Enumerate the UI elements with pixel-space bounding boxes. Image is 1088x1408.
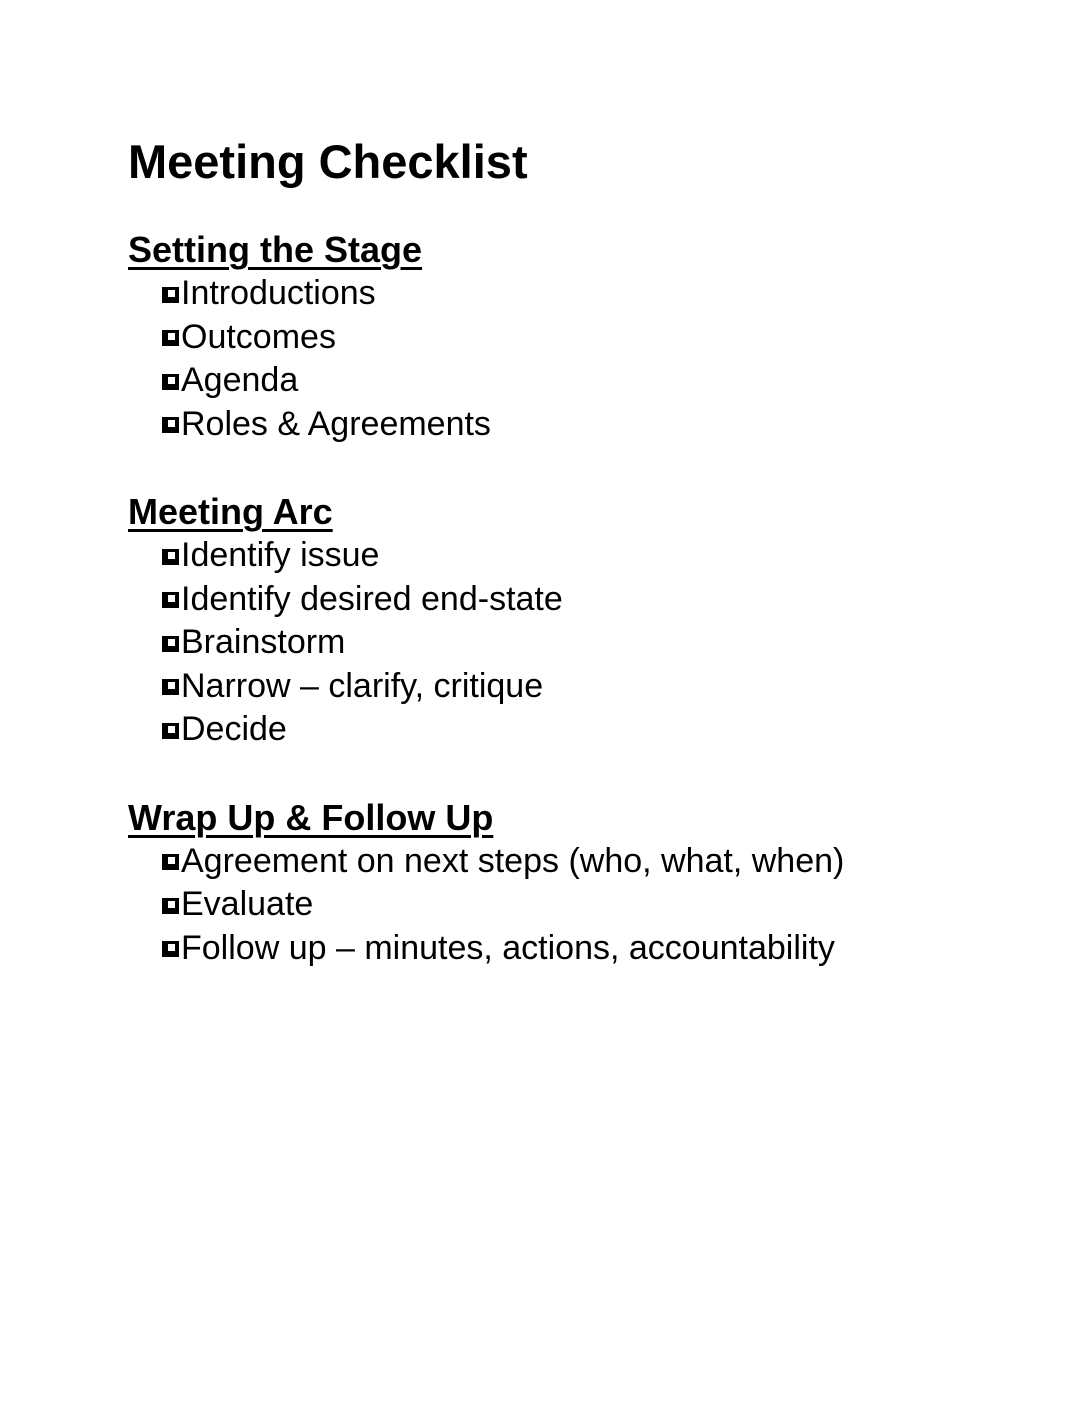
checklist-item bbox=[162, 927, 1028, 971]
checklist-item-label: Agenda bbox=[181, 361, 299, 399]
checklist-item bbox=[162, 665, 1028, 709]
section-wrap-up-follow-up bbox=[128, 796, 1028, 971]
checklist-item bbox=[162, 272, 1028, 316]
checklist-item-label: Agreement on next steps (who, what, when) bbox=[181, 841, 845, 880]
checklist bbox=[128, 272, 1028, 446]
checklist-item-label: Introductions bbox=[181, 274, 376, 312]
checklist bbox=[128, 534, 1028, 752]
checklist-item bbox=[162, 316, 1028, 360]
checkbox-icon bbox=[162, 723, 179, 739]
checklist-item-label: Evaluate bbox=[181, 885, 314, 923]
section-heading: Setting the Stage bbox=[128, 229, 423, 270]
checklist-item-label: Brainstorm bbox=[181, 623, 346, 661]
checklist-item bbox=[162, 621, 1028, 665]
checklist-item-label: Identify issue bbox=[181, 536, 380, 574]
checklist-item bbox=[162, 359, 1028, 403]
checklist bbox=[128, 840, 1028, 971]
checklist-item-label: Decide bbox=[181, 710, 287, 748]
checkbox-icon bbox=[162, 417, 179, 433]
section-heading: Wrap Up & Follow Up bbox=[128, 796, 494, 838]
checklist-item bbox=[162, 840, 1028, 884]
checkbox-icon bbox=[162, 330, 179, 346]
checklist-item-label: Roles & Agreements bbox=[181, 404, 491, 443]
checkbox-icon bbox=[162, 854, 179, 870]
checklist-item bbox=[162, 883, 1028, 927]
checkbox-icon bbox=[162, 592, 179, 608]
section-heading: Meeting Arc bbox=[128, 491, 333, 532]
checklist-item-label: Identify desired end-state bbox=[181, 579, 563, 618]
checkbox-icon bbox=[162, 679, 179, 695]
checkbox-icon bbox=[162, 941, 179, 957]
checklist-item bbox=[162, 578, 1028, 622]
section-setting-the-stage bbox=[128, 228, 1028, 446]
checkbox-icon bbox=[162, 636, 179, 652]
checklist-item-label: Follow up – minutes, actions, accountability bbox=[181, 928, 835, 967]
section-meeting-arc bbox=[128, 490, 1028, 752]
checkbox-icon bbox=[162, 898, 179, 914]
checklist-item-label: Outcomes bbox=[181, 317, 336, 356]
checkbox-icon bbox=[162, 374, 179, 390]
checklist-item bbox=[162, 403, 1028, 447]
checklist-item bbox=[162, 708, 1028, 752]
checkbox-icon bbox=[162, 549, 179, 565]
document-title: Meeting Checklist bbox=[128, 135, 528, 188]
checklist-item-label: Narrow – clarify, critique bbox=[181, 666, 544, 705]
checklist-item bbox=[162, 534, 1028, 578]
checkbox-icon bbox=[162, 287, 179, 303]
